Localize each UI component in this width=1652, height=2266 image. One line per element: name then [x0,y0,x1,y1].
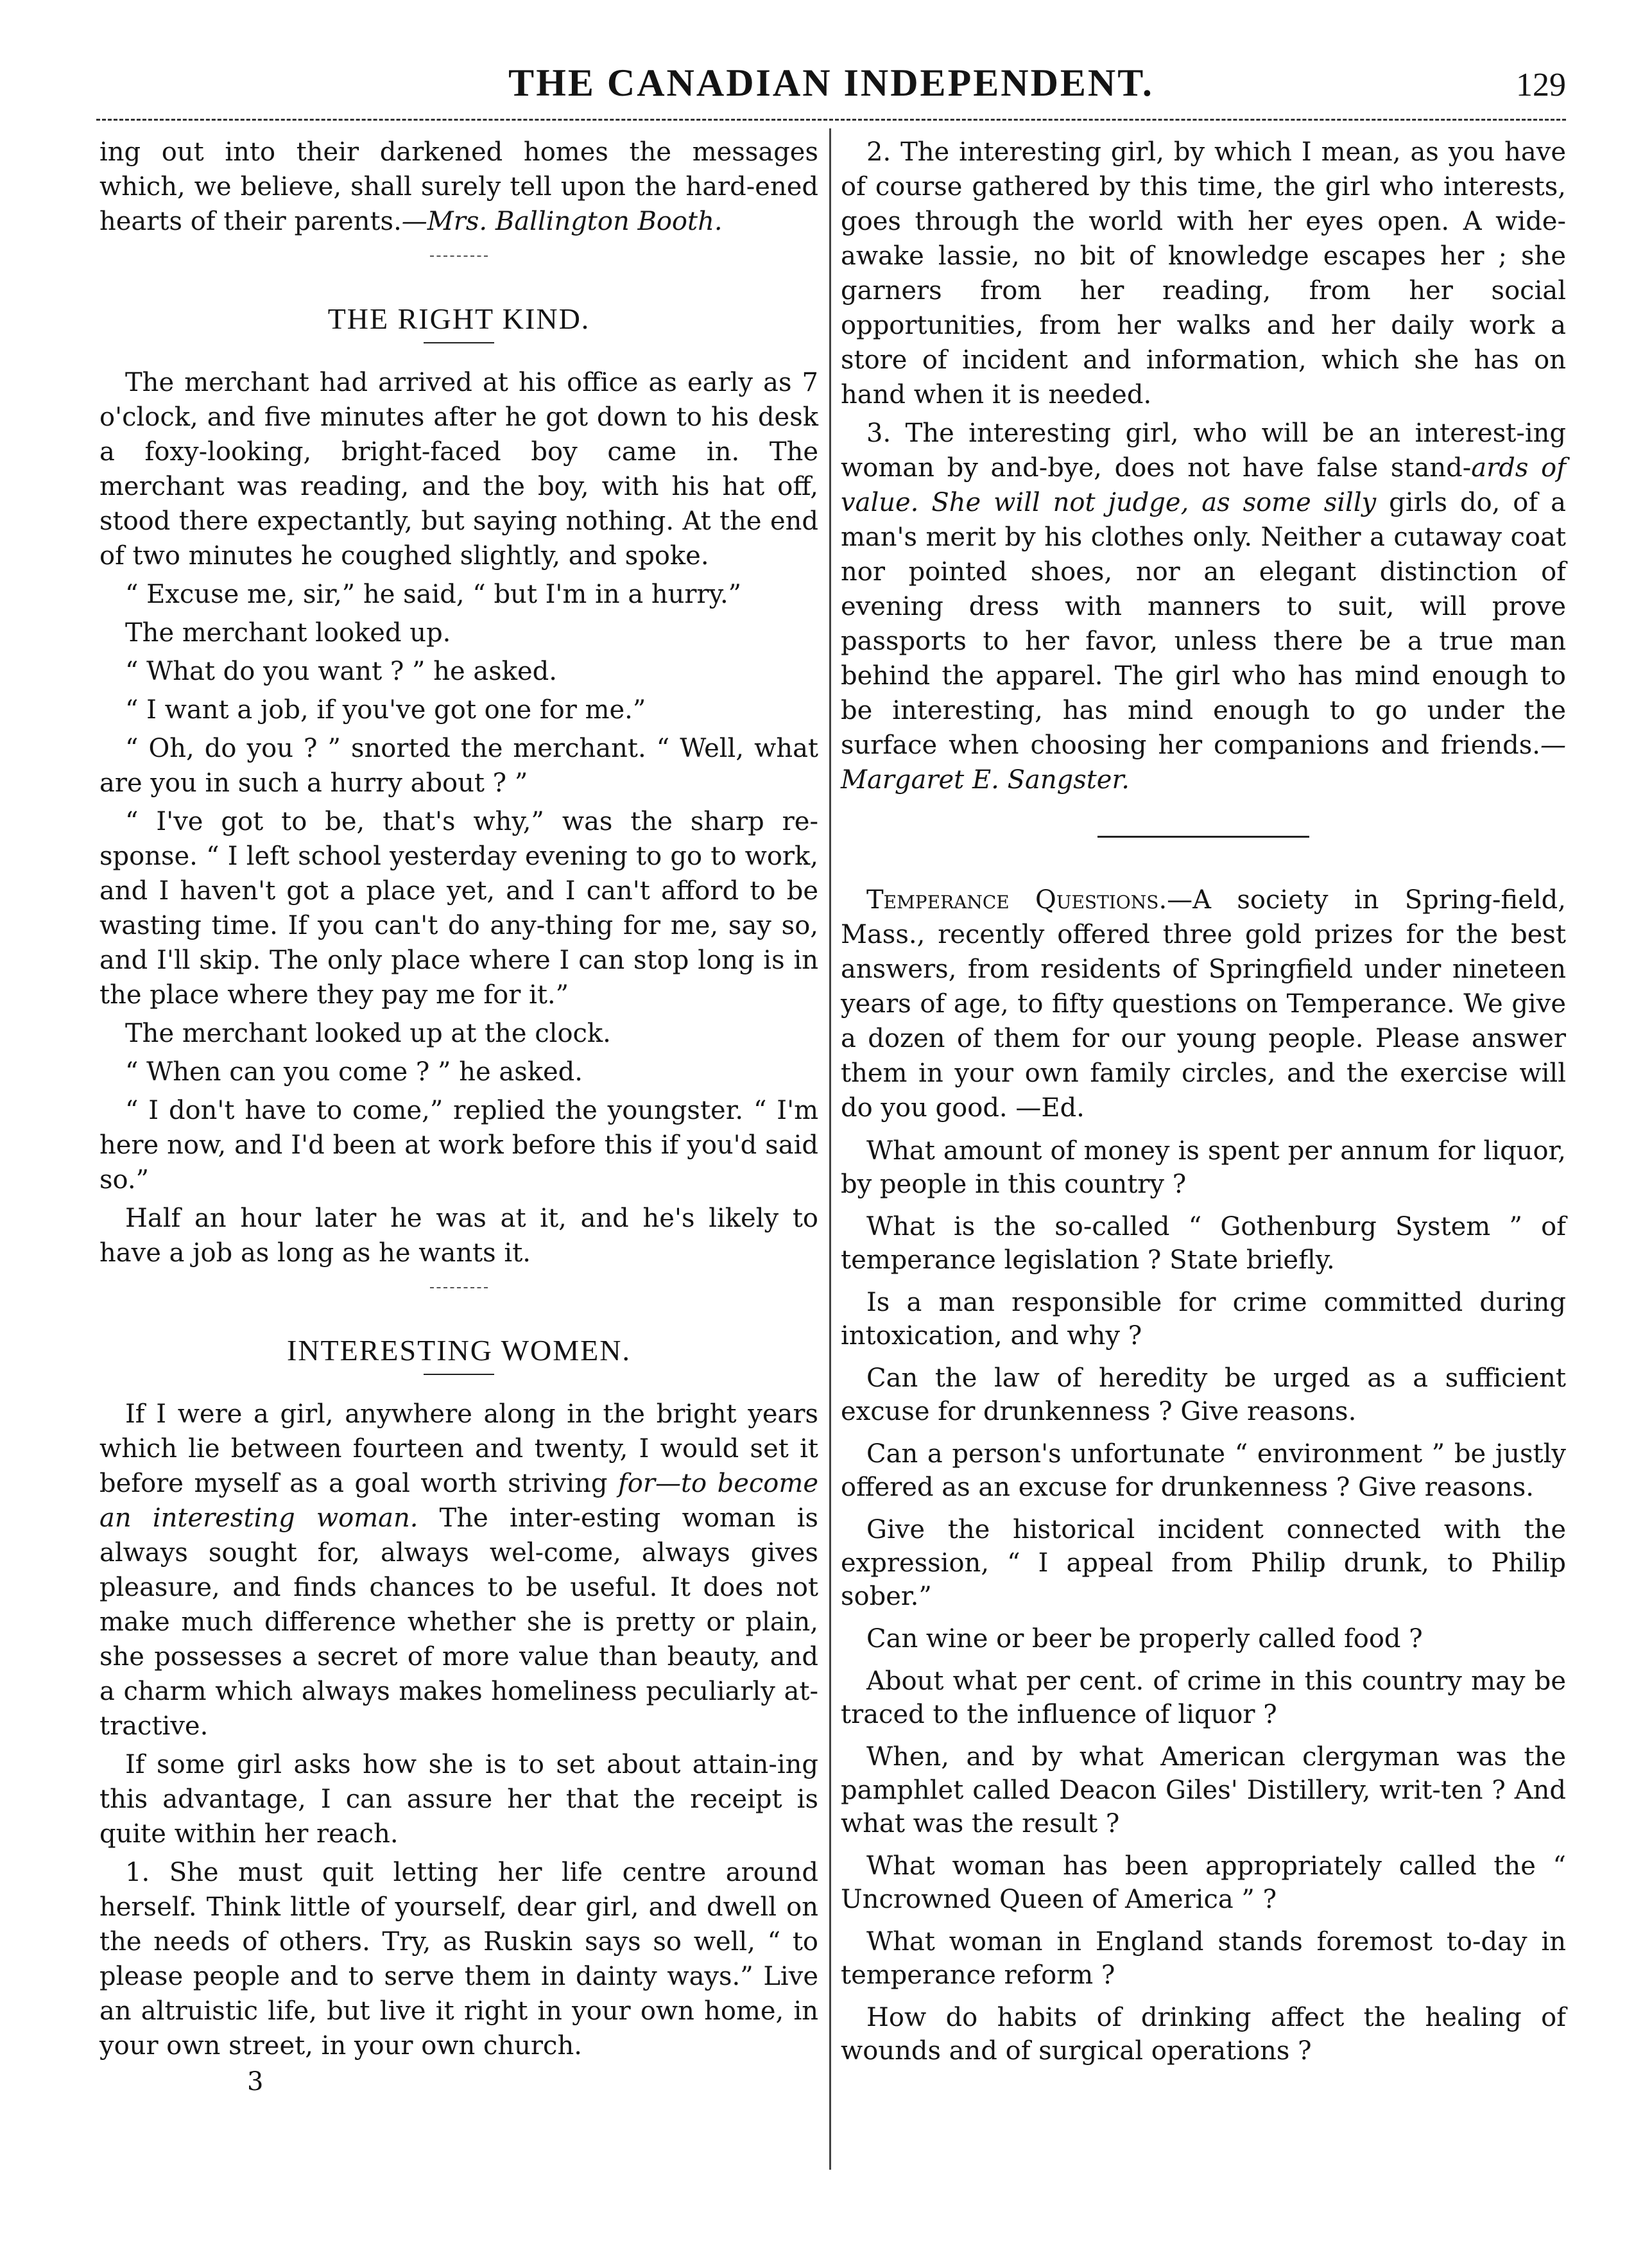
intro-paragraph [99,135,818,239]
right-kind-paragraph: “ I don't have to come,” replied the youngster. “ I'm here now, and I'd been at work before this if you'd said so.” [99,1096,818,1195]
temperance-question: What woman in England stands foremost to-day in temperance reform ? [841,1927,1566,1990]
publication-title: THE CANADIAN INDEPENDENT. [508,62,1154,104]
temperance-question: About what per cent. of crime in this country may be traced to the influence of liquor ? [841,1666,1566,1729]
intro-text: ing out into their darkened homes the messages which, we believe, shall surely tell upon the hard-ened hearts of their parents. [99,137,818,236]
paragraph-text: If I were a girl, anywhere along in the bright years which lie between fourteen and twenty, I would set it before myself as a goal worth striving [99,1399,818,1498]
temperance-question: What amount of money is spent per annum for liquor, by people in this country ? [841,1136,1566,1199]
section-separator [430,255,488,257]
temperance-question: Give the historical incident connected with the expression, “ I appeal from Philip drunk, to Philip sober.” [841,1515,1566,1611]
temperance-question: Can wine or beer be properly called food ? [866,1624,1423,1654]
right-kind-paragraph: The merchant had arrived at his office as early as 7 o'clock, and five minutes after he got down to his desk a foxy-looking, bright-faced boy came in. The merchant was reading, and the boy, with his hat off, stood there expectantly, but saying nothing. At the end of two minutes he coughed slightly, and spoke. [99,368,818,571]
heading-rule [424,1374,494,1375]
heading-rule [424,342,494,343]
right-kind-paragraph: “ Excuse me, sir,” he said, “ but I'm in a hurry.” [125,580,742,609]
section-separator [1097,836,1309,838]
left-column [99,135,818,2097]
emphasis-text: for—to become an interesting woman. [99,1469,818,1533]
interesting-women-point-2: 2. The interesting girl, by which I mean, as you have of course gathered by this time, the girl who interests, goes through the world with her eyes open. A wide-awake lassie, no bit of knowledge escapes her ; she garners from her reading, from her social opportunities, from her walks and her daily work a store of incident and information, which she has on hand when it is needed. [841,137,1566,410]
signature-mark: 3 [247,2067,264,2097]
section-separator [430,1287,488,1288]
temperance-question: What woman has been appropriately called the “ Uncrowned Queen of America ” ? [841,1851,1566,1914]
temperance-question: When, and by what American clergyman was the pamphlet called Deacon Giles' Distillery, writ-ten ? And what was the result ? [841,1742,1566,1838]
page-number: 129 [1516,67,1566,103]
masthead [96,61,1566,112]
interesting-women-paragraph: 1. She must quit letting her life centre around herself. Think little of yourself, dear girl, and dwell on the needs of others. Try, as Ruskin says so well, “ to please people and to serve them in dainty ways.” Live an altruistic life, but live it right in your own home, in your own street, in your own church. [99,1858,818,2061]
right-column [841,135,1566,2071]
right-kind-paragraph: “ What do you want ? ” he asked. [125,657,557,686]
article-attribution: —Margaret E. Sangster. [841,731,1566,795]
intro-attribution: —Mrs. Ballington Booth. [401,207,723,236]
temperance-question: How do habits of drinking affect the healing of wounds and of surgical operations ? [841,2003,1566,2066]
right-kind-paragraph: “ Oh, do you ? ” snorted the merchant. “ Well, what are you in such a hurry about ? ” [99,734,818,798]
paragraph-text: 3. The interesting girl, who will be an interest-ing woman by and-bye, does not have false stand- [841,419,1566,483]
temperance-lead: Temperance Questions. [866,885,1167,915]
right-kind-paragraph: The merchant looked up at the clock. [125,1019,611,1048]
interesting-women-point-3 [841,416,1566,797]
temperance-question: Can the law of heredity be urged as a sufficient excuse for drunkenness ? Give reasons. [841,1363,1566,1426]
temperance-question: Is a man responsible for crime committed during intoxication, and why ? [841,1288,1566,1351]
temperance-intro [841,883,1566,1125]
interesting-women-paragraph [99,1397,818,1743]
temperance-question: Can a person's unfortunate “ environment ” be justly offered as an excuse for drunkenness ? Give reasons. [841,1439,1566,1502]
emphasis-text: ards of value. She will not judge, as some silly [841,453,1566,517]
paragraph-text: The inter-esting woman is always sought for, always wel-come, always gives pleasure, and finds chances to be useful. It does not make much difference whether she is pretty or plain, she possesses a secret of more value than beauty, and a charm which always makes homeliness peculiarly at-tractive. [99,1503,818,1741]
header-rule [96,119,1566,121]
right-kind-paragraph: “ When can you come ? ” he asked. [125,1057,583,1087]
right-kind-paragraph: Half an hour later he was at it, and he's likely to have a job as long as he wants it. [99,1204,818,1268]
interesting-women-heading: INTERESTING WOMEN. [287,1334,631,1367]
right-kind-paragraph: “ I've got to be, that's why,” was the sharp re-sponse. “ I left school yesterday evening to go to work, and I haven't got a place yet, and I can't afford to be wasting time. If you can't do any-thing for me, say so, and I'll skip. The only place where I can stop long is in the place where they pay me for it.” [99,807,818,1010]
interesting-women-paragraph: If some girl asks how she is to set about attain-ing this advantage, I can assure her that the receipt is quite within her reach. [99,1750,818,1849]
right-kind-heading: THE RIGHT KIND. [327,302,590,335]
right-kind-paragraph: “ I want a job, if you've got one for me.” [125,695,646,725]
paragraph-text: girls do, of a man's merit by his clothes only. Neither a cutaway coat nor pointed shoes, nor an elegant distinction of evening dress with manners to suit, will prove passports to her favor, unless there be a true man behind the apparel. The girl who has mind enough to be interesting, has mind enough to go under the surface when choosing her companions and friends. [841,488,1566,760]
temperance-question: What is the so-called “ Gothenburg System ” of temperance legislation ? State briefly. [841,1212,1566,1275]
paragraph-text: —A society in Spring-field, Mass., recently offered three gold prizes for the best answers, from residents of Springfield under nineteen years of age, to fifty questions on Temperance. We give a dozen of them for our young people. Please answer them in your own family circles, and the exercise will do you good. —Ed. [841,885,1566,1123]
column-divider [829,128,831,2170]
right-kind-paragraph: The merchant looked up. [125,618,451,648]
